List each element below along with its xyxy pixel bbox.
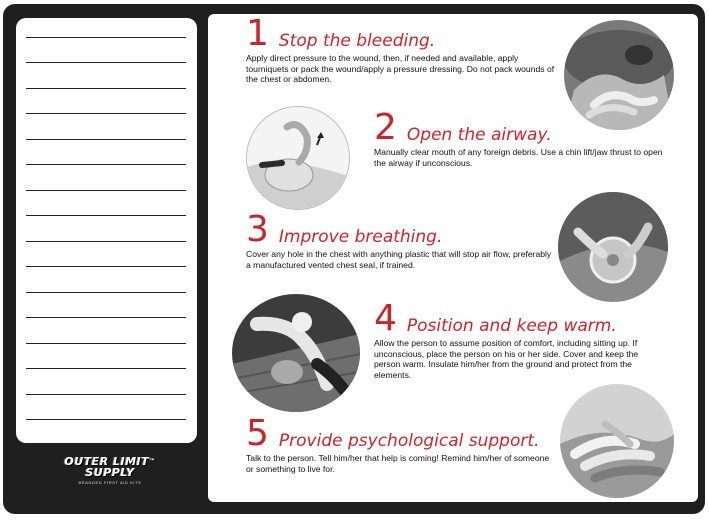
note-line: [26, 317, 186, 318]
chest-seal-photo: [558, 192, 668, 302]
step-3: [246, 209, 556, 270]
step-4: [374, 298, 666, 380]
step-title: Improve breathing.: [278, 227, 443, 247]
note-line: [26, 88, 186, 89]
step-body: Talk to the person. Tell him/her that help is coming! Remind him/her of someone or something to live for.: [246, 453, 550, 474]
note-line: [26, 113, 186, 114]
note-line: [26, 215, 186, 216]
note-line: [26, 190, 186, 191]
step-title: Stop the bleeding.: [278, 31, 436, 51]
step-5: [246, 413, 556, 474]
note-line: [26, 139, 186, 140]
step-number: 5: [246, 413, 269, 454]
note-line: [26, 419, 186, 420]
step-1: [246, 13, 556, 85]
note-line: [26, 394, 186, 395]
note-line: [26, 292, 186, 293]
logo-line1: OUTER LIMIT: [64, 455, 150, 468]
note-line: [26, 343, 186, 344]
step-number: 1: [246, 13, 269, 54]
notes-area: [16, 18, 197, 443]
step-body: Cover any hole in the chest with anything plastic that will stop air flow, preferably a manufactured vented chest seal, if trained.: [246, 249, 552, 270]
note-line: [26, 37, 186, 38]
note-line: [26, 241, 186, 242]
note-line: [26, 266, 186, 267]
logo-tagline: BRANDED FIRST AID KITS: [78, 480, 142, 485]
comfort-hands-photo: [560, 384, 674, 498]
step-title: Provide psychological support.: [278, 431, 540, 451]
note-line: [26, 368, 186, 369]
recovery-position-photo: [232, 294, 360, 412]
logo-tm: ™: [149, 458, 156, 465]
airway-illustration: [246, 106, 350, 210]
step-title: Position and keep warm.: [406, 316, 617, 336]
note-line: [26, 164, 186, 165]
step-number: 2: [374, 107, 397, 148]
step-title: Open the airway.: [406, 125, 552, 145]
logo-line2: SUPPLY: [85, 466, 135, 479]
note-line: [26, 62, 186, 63]
brand-logo: [60, 456, 160, 504]
step-body: Apply direct pressure to the wound, then, if needed and available, apply tourniquets or pack the wound/apply a pressure dressing. Do not pack wounds of the chest or abdomen.: [246, 53, 555, 85]
step-2: [374, 107, 674, 168]
first-aid-panel: [208, 14, 698, 502]
step-body: Manually clear mouth of any foreign debris. Use a chin lift/jaw thrust to open the airway if unconscious.: [374, 147, 663, 168]
step-number: 3: [246, 209, 269, 250]
step-number: 4: [374, 298, 397, 339]
step-body: Allow the person to assume position of comfort, including sitting up. If unconscious, place the person on his or her side. Cover and keep the person warm. Insulate him/her from the ground and protect from the elements.: [374, 338, 639, 380]
